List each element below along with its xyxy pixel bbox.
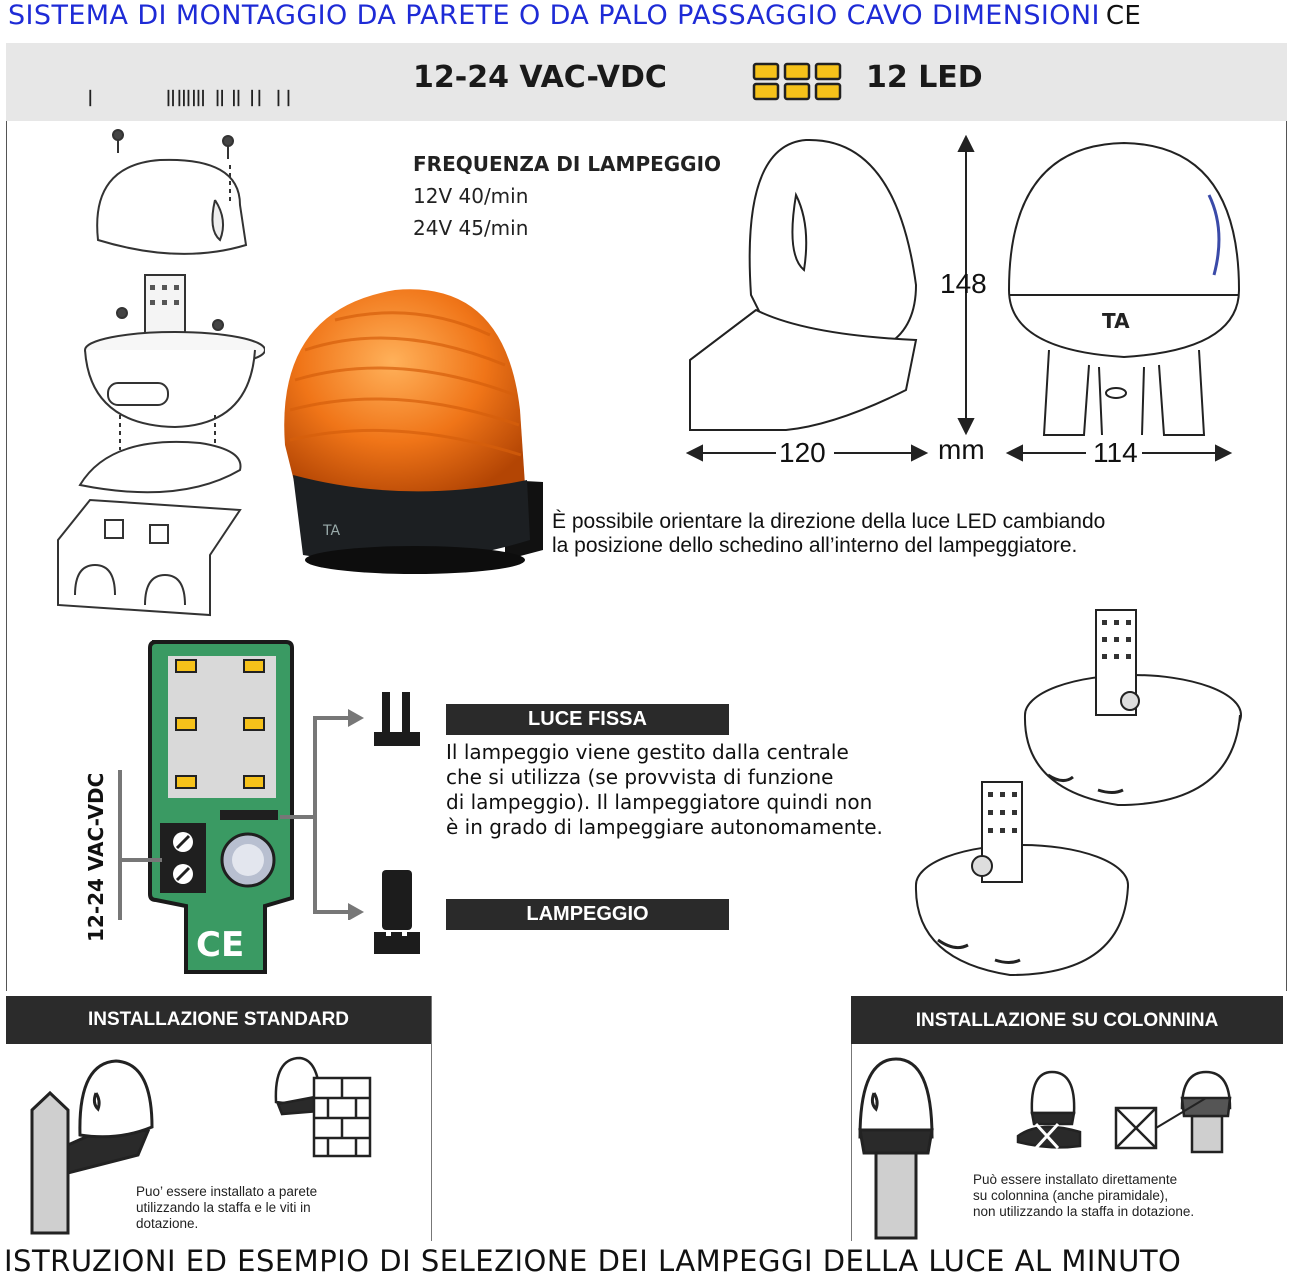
install-standard-text-line: dotazione. — [136, 1216, 199, 1231]
dimension-width-front: 114 — [1093, 437, 1138, 468]
wall-bricks-illustration — [270, 1056, 380, 1161]
pyramid-post-illustration — [1112, 1068, 1232, 1158]
voltage-spec: 12-24 VAC-VDC — [413, 60, 667, 95]
page-title — [8, 0, 1293, 40]
install-column-text-line: Può essere installato direttamente — [973, 1172, 1178, 1187]
svg-text:TA: TA — [323, 523, 341, 539]
install-column-title: INSTALLAZIONE SU COLONNINA — [851, 996, 1283, 1044]
orientation-note-line1: È possibile orientare la direzione della luce LED cambiando — [552, 510, 1106, 533]
dimension-unit: mm — [938, 434, 985, 465]
mode-fixed-desc-line: che si utilizza (se provvista di funzione — [446, 765, 834, 789]
frequency-title: FREQUENZA DI LAMPEGGIO — [413, 152, 722, 176]
mode-fixed-description — [446, 740, 883, 840]
lamp-photo — [275, 270, 550, 585]
install-standard-text-line: Puo’ essere installato a parete — [136, 1184, 318, 1199]
barcode-graphic — [78, 88, 308, 108]
column-mount-illustration — [856, 1055, 936, 1240]
no-bracket-illustration — [1010, 1068, 1100, 1158]
page-title-text: SISTEMA DI MONTAGGIO DA PARETE O DA PALO PASSAGGIO CAVO DIMENSIONI — [8, 0, 1100, 31]
open-base-drawing-lower — [910, 780, 1135, 985]
mode-fixed-desc-line: è in grado di lampeggiare autonomamente. — [446, 815, 883, 839]
board-ce-mark: CE — [196, 925, 245, 965]
frequency-12v: 12V 40/min — [413, 184, 529, 208]
orientation-note-line2: la posizione dello schedino all’interno del lampeggiatore. — [552, 534, 1078, 557]
mode-label-fixed: LUCE FISSA — [446, 704, 729, 735]
install-standard-text-line: utilizzando la staffa e le viti in — [136, 1200, 311, 1215]
ce-mark: CE — [1105, 1, 1142, 31]
logo-mark: TA — [1102, 309, 1130, 333]
mode-label-flashing: LAMPEGGIO — [446, 899, 729, 930]
led-grid-icon — [752, 62, 842, 102]
jumper-open-icon — [372, 688, 422, 750]
install-column-text — [973, 1172, 1194, 1220]
led-count: 12 LED — [866, 60, 983, 95]
install-standard-text — [136, 1184, 317, 1232]
frame-line-right — [1286, 121, 1287, 991]
install-column-text-line: non utilizzando la staffa in dotazione. — [973, 1204, 1195, 1219]
dimension-arrows — [686, 135, 1246, 475]
install-standard-title: INSTALLAZIONE STANDARD — [6, 996, 431, 1044]
install-column-text-line: su colonnina (anche piramidale), — [973, 1188, 1169, 1203]
dimension-height: 148 — [940, 268, 987, 299]
mode-fixed-desc-line: di lampeggio). Il lampeggiatore quindi non — [446, 790, 873, 814]
board-voltage-label: 12-24 VAC-VDC — [84, 772, 108, 942]
dimension-width-side: 120 — [779, 437, 826, 468]
jumper-closed-icon — [372, 866, 422, 962]
mode-fixed-desc-line: Il lampeggio viene gestito dalla centrale — [446, 740, 849, 764]
jumper-wiring — [110, 700, 370, 920]
frame-line-left — [6, 121, 7, 991]
frequency-24v: 24V 45/min — [413, 216, 529, 240]
footer-title: ISTRUZIONI ED ESEMPIO DI SELEZIONE DEI LAMPEGGI DELLA LUCE AL MINUTO — [4, 1244, 1182, 1278]
exploded-assembly-drawing — [50, 125, 265, 620]
